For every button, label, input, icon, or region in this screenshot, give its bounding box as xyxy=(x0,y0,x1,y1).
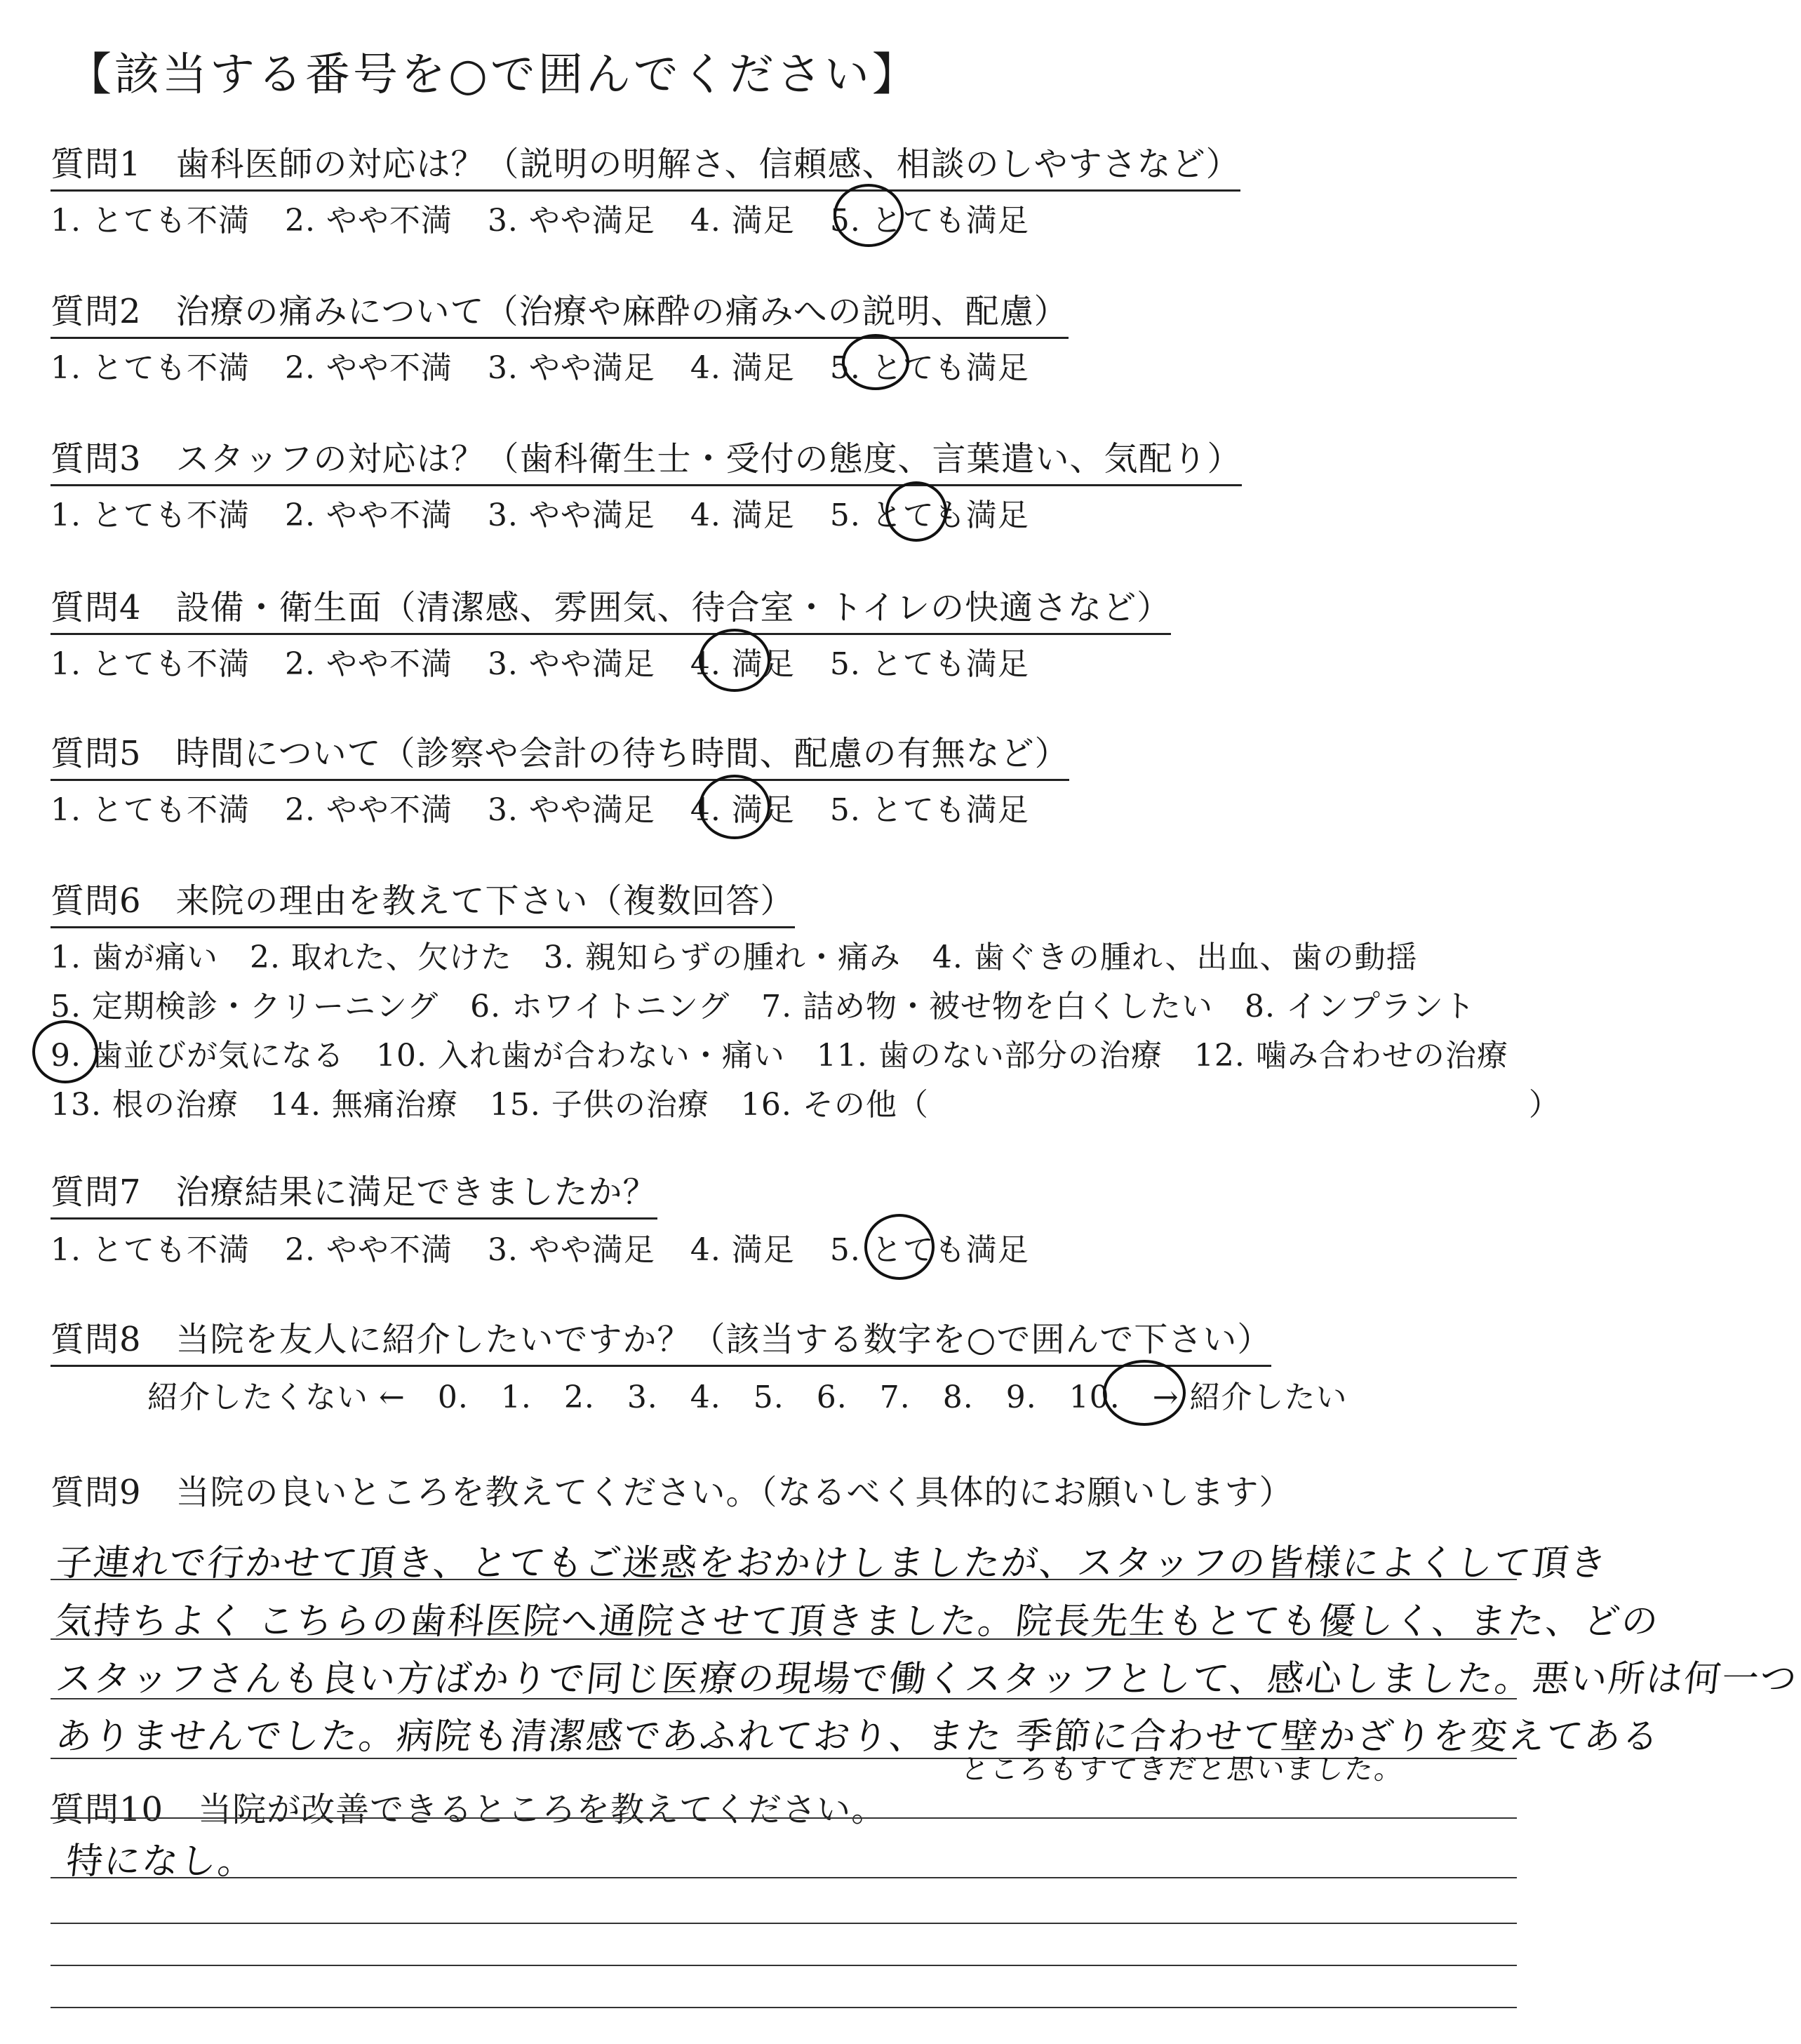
q5-option-4[interactable]: 4. 満足 xyxy=(690,792,795,828)
q8-num-6[interactable]: 6. xyxy=(816,1380,848,1415)
q7-option-3[interactable]: 3. やや満足 xyxy=(487,1232,655,1268)
question-6-title: 質問6 来院の理由を教えて下さい（複数回答） xyxy=(51,874,795,928)
question-1-options xyxy=(51,195,1064,240)
question-9-title: 質問9 当院の良いところを教えてください。（なるべく具体的にお願いします） xyxy=(51,1473,1294,1512)
q6-options-line-3[interactable]: 9. 歯並びが気になる 10. 入れ歯が合わない・痛い 11. 歯のない部分の治療 12. 噛み合わせの治療 xyxy=(51,1038,1508,1074)
q7-option-5[interactable]: 5. とても満足 xyxy=(829,1232,1029,1268)
q10-rule-3 xyxy=(51,1923,1517,1924)
question-5-options xyxy=(51,784,1064,829)
q4-answer-circle xyxy=(699,629,770,692)
q9-answer-line-5: ところもすてきだと思いました。 xyxy=(959,1754,1406,1786)
q2-answer-circle xyxy=(842,334,909,390)
question-4-options xyxy=(51,639,1064,683)
q7-option-4[interactable]: 4. 満足 xyxy=(690,1232,795,1268)
q9-answer-line-3: スタッフさんも良い方ばかりで同じ医療の現場で働くスタッフとして、感心しました。悪い所は何一つ xyxy=(53,1658,1800,1700)
question-2-title: 質問2 治療の痛みについて（治療や麻酔の痛みへの説明、配慮） xyxy=(51,284,1069,339)
q2-option-5[interactable]: 5. とても満足 xyxy=(829,350,1029,386)
question-7-title: 質問7 治療結果に満足できましたか？ xyxy=(51,1165,657,1220)
q8-left-label: 紹介したくない ← xyxy=(147,1380,406,1415)
q8-num-4[interactable]: 4. xyxy=(690,1380,721,1415)
q8-num-7[interactable]: 7. xyxy=(879,1380,911,1415)
q10-rule-2 xyxy=(51,1877,1517,1878)
q10-rule-5 xyxy=(51,2007,1517,2008)
q10-rule-1 xyxy=(51,1817,1517,1819)
q4-option-2[interactable]: 2. やや不満 xyxy=(284,646,453,682)
q4-option-1[interactable]: 1. とても不満 xyxy=(51,646,250,682)
q8-num-1[interactable]: 1. xyxy=(500,1380,532,1415)
q7-option-2[interactable]: 2. やや不満 xyxy=(284,1232,453,1268)
q8-num-8[interactable]: 8. xyxy=(942,1380,974,1415)
q3-option-5[interactable]: 5. とても満足 xyxy=(829,497,1029,533)
question-2-options xyxy=(51,342,1064,387)
q8-num-2[interactable]: 2. xyxy=(563,1380,595,1415)
q3-option-3[interactable]: 3. やや満足 xyxy=(487,497,655,533)
question-8-title: 質問8 当院を友人に紹介したいですか？（該当する数字を○で囲んで下さい） xyxy=(51,1312,1271,1367)
q8-num-9[interactable]: 9. xyxy=(1005,1380,1037,1415)
q4-option-3[interactable]: 3. やや満足 xyxy=(487,646,655,682)
q5-option-2[interactable]: 2. やや不満 xyxy=(284,792,453,828)
question-10-title: 質問10 当院が改善できるところを教えてください。 xyxy=(51,1790,886,1829)
q1-option-1[interactable]: 1. とても不満 xyxy=(51,203,250,239)
q5-option-5[interactable]: 5. とても満足 xyxy=(829,792,1029,828)
q3-option-1[interactable]: 1. とても不満 xyxy=(51,497,250,533)
q1-option-2[interactable]: 2. やや不満 xyxy=(284,203,453,239)
q7-option-1[interactable]: 1. とても不満 xyxy=(51,1232,250,1268)
question-5-title: 質問5 時間について（診察や会計の待ち時間、配慮の有無など） xyxy=(51,726,1069,781)
q5-option-3[interactable]: 3. やや満足 xyxy=(487,792,655,828)
q8-answer-circle xyxy=(1103,1360,1186,1426)
q2-option-3[interactable]: 3. やや満足 xyxy=(487,350,655,386)
q6-options-line-2[interactable]: 5. 定期検診・クリーニング 6. ホワイトニング 7. 詰め物・被せ物を白くしたい 8. インプラント xyxy=(51,989,1476,1024)
q6-answer-circle xyxy=(32,1020,98,1083)
page-heading: 【該当する番号を○で囲んでください】 xyxy=(67,49,920,101)
q4-option-5[interactable]: 5. とても満足 xyxy=(829,646,1029,682)
q8-num-0[interactable]: 0. xyxy=(437,1380,469,1415)
q8-num-10[interactable]: 10. xyxy=(1069,1380,1120,1415)
q8-scale xyxy=(147,1372,1380,1417)
q10-rule-4 xyxy=(51,1965,1517,1966)
q9-answer-line-2: 気持ちよく こちらの歯科医院へ通院させて頂きました。院長先生もとても優しく、また、どの xyxy=(53,1601,1662,1643)
question-1-title: 質問1 歯科医師の対応は？（説明の明解さ、信頼感、相談のしやすさなど） xyxy=(51,137,1240,192)
q2-option-2[interactable]: 2. やや不満 xyxy=(284,350,453,386)
q6-options-line-4[interactable]: 13. 根の治療 14. 無痛治療 15. 子供の治療 16. その他（ ） xyxy=(51,1087,1560,1123)
q3-option-2[interactable]: 2. やや不満 xyxy=(284,497,453,533)
question-4-title: 質問4 設備・衛生面（清潔感、雰囲気、待合室・トイレの快適さなど） xyxy=(51,580,1171,635)
q8-right-label: → 紹介したい xyxy=(1152,1380,1348,1415)
q6-options-line-1[interactable]: 1. 歯が痛い 2. 取れた、欠けた 3. 親知らずの腫れ・痛み 4. 歯ぐきの腫れ、出血、歯の動揺 xyxy=(51,940,1418,975)
q1-option-4[interactable]: 4. 満足 xyxy=(690,203,795,239)
q4-option-4[interactable]: 4. 満足 xyxy=(690,646,795,682)
q10-answer-line-1: 特になし。 xyxy=(64,1841,258,1883)
q7-answer-circle xyxy=(864,1214,935,1280)
q2-option-4[interactable]: 4. 満足 xyxy=(690,350,795,386)
q3-option-4[interactable]: 4. 満足 xyxy=(690,497,795,533)
q5-answer-circle xyxy=(699,775,770,839)
q1-option-3[interactable]: 3. やや満足 xyxy=(487,203,655,239)
q9-answer-line-4: ありませんでした。病院も清潔感であふれており、また 季節に合わせて壁かざりを変えてある xyxy=(53,1716,1663,1758)
q1-option-5[interactable]: 5. とても満足 xyxy=(829,203,1029,239)
q8-num-3[interactable]: 3. xyxy=(627,1380,658,1415)
q1-answer-circle xyxy=(833,184,904,247)
question-3-title: 質問3 スタッフの対応は？（歯科衛生士・受付の態度、言葉遣い、気配り） xyxy=(51,432,1242,486)
q9-answer-line-1: 子連れで行かせて頂き、とてもご迷惑をおかけしましたが、スタッフの皆様によくして頂き xyxy=(53,1542,1610,1584)
q5-option-1[interactable]: 1. とても不満 xyxy=(51,792,250,828)
q2-option-1[interactable]: 1. とても不満 xyxy=(51,350,250,386)
q3-answer-circle xyxy=(885,481,947,542)
q8-num-5[interactable]: 5. xyxy=(753,1380,784,1415)
